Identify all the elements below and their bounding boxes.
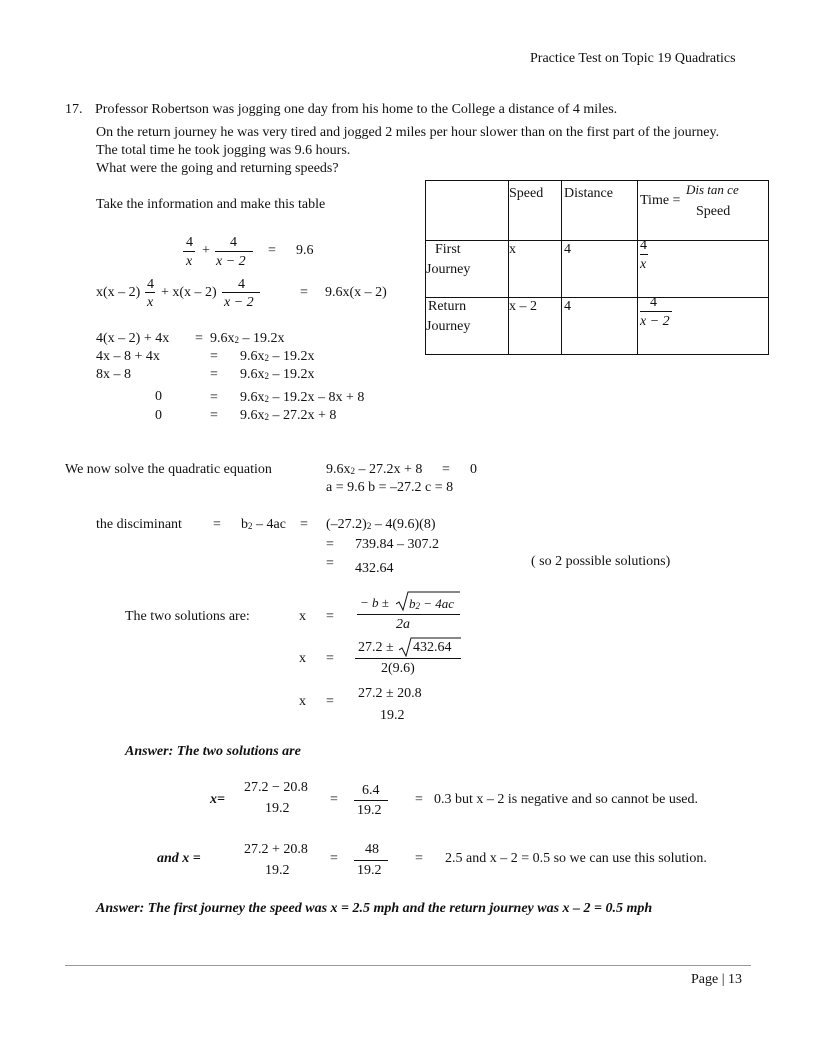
- table-header-distance: Distance: [562, 181, 638, 241]
- step-3-lhs: 8x – 8: [96, 367, 131, 382]
- answer-x1-eq-2: =: [415, 792, 423, 807]
- quadratic-equation: $9.6x_2 - 27.2x + 8$: [326, 462, 423, 477]
- answer-heading: Answer: The two solutions are: [125, 744, 301, 759]
- step-5-eq: =: [210, 408, 218, 423]
- answer-x1-result: 0.3 but x – 2 is negative and so cannot be used.: [434, 792, 699, 807]
- time-formula-denominator: Speed: [696, 204, 731, 219]
- discriminant-note: ( so 2 possible solutions): [531, 554, 671, 569]
- table-header-time: Time = Dis tan ce Speed: [638, 181, 769, 241]
- time-formula-numerator: Dis tan ce: [686, 182, 739, 197]
- solution-3-eq: =: [326, 694, 334, 709]
- discriminant-eq: =: [213, 517, 221, 532]
- step-1-eq: =: [195, 331, 203, 346]
- step-4-rhs: $9.6x_2 - 19.2x - 8x + 8$: [240, 390, 365, 405]
- step-2-lhs: 4x – 8 + 4x: [96, 349, 160, 364]
- step-5-lhs: 0: [155, 408, 162, 423]
- quadratic-rhs: 0: [470, 462, 477, 477]
- discriminant-line-1: $(-27.2)_2 - 4(9.6)(8)$: [326, 517, 436, 532]
- table-corner-cell: [426, 181, 509, 241]
- table-row-first-speed: x: [509, 241, 562, 298]
- answer-x2-eq-2: =: [415, 851, 423, 866]
- table-row-return-speed: x – 2: [509, 298, 562, 355]
- solutions-label: The two solutions are:: [125, 609, 250, 624]
- table-row-first-distance: 4: [562, 241, 638, 298]
- problem-number: 17.: [65, 102, 83, 117]
- solution-1-x: x: [299, 609, 306, 624]
- problem-line-2: On the return journey he was very tired and jogged 2 miles per hour slower than on the first part of the journey.: [96, 125, 720, 140]
- solution-2-x: x: [299, 651, 306, 666]
- discriminant-eq-4: =: [326, 556, 334, 571]
- solve-label: We now solve the quadratic equation: [65, 462, 272, 477]
- discriminant-eq-2: =: [300, 517, 308, 532]
- footer-rule: [65, 965, 751, 966]
- page-header-title: Practice Test on Topic 19 Quadratics: [530, 51, 736, 66]
- table-row-first-time: 4 x: [638, 241, 769, 298]
- step-4-lhs: 0: [155, 389, 162, 404]
- solution-3-x: x: [299, 694, 306, 709]
- problem-line-3: The total time he took jogging was 9.6 hours.: [96, 143, 351, 158]
- table-row-first-label: First Journey: [426, 241, 509, 298]
- coefficients: a = 9.6 b = –27.2 c = 8: [326, 480, 454, 495]
- step-1-lhs: 4(x – 2) + 4x: [96, 331, 170, 346]
- step-4-eq: =: [210, 390, 218, 405]
- answer-x1-eq: =: [330, 792, 338, 807]
- step-5-rhs: $9.6x_2 - 27.2x + 8$: [240, 408, 337, 423]
- table-row-return-distance: 4: [562, 298, 638, 355]
- problem-line-1: Professor Robertson was jogging one day from his home to the College a distance of 4 miles.: [95, 102, 618, 117]
- problem-line-4: What were the going and returning speeds?: [96, 161, 339, 176]
- answer-x2-result: 2.5 and x – 2 = 0.5 so we can use this solution.: [445, 851, 707, 866]
- solution-1-eq: =: [326, 609, 334, 624]
- table-header-speed: Speed: [509, 181, 562, 241]
- answer-x1-label: x=: [210, 792, 225, 807]
- answer-x2-label: and x =: [157, 851, 201, 866]
- step-2-eq: =: [210, 349, 218, 364]
- discriminant-formula: $b_2 - 4ac$: [241, 517, 286, 532]
- intro-text: Take the information and make this table: [96, 197, 326, 212]
- answer-x2-eq: =: [330, 851, 338, 866]
- solution-2-eq: =: [326, 651, 334, 666]
- table-row-return-label: Return Journey: [426, 298, 509, 355]
- quadratic-eq-sign: =: [442, 462, 450, 477]
- step-1-rhs: $9.6x_2 - 19.2x$: [210, 331, 285, 346]
- table-row-return-time: 4 x − 2: [638, 298, 769, 355]
- step-3-eq: =: [210, 367, 218, 382]
- step-2-rhs: $9.6x_2 - 19.2x$: [240, 349, 315, 364]
- final-answer: Answer: The first journey the speed was x = 2.5 mph and the return journey was x – 2 = 0.5 mph: [96, 901, 653, 916]
- step-3-rhs: $9.6x_2 - 19.2x$: [240, 367, 315, 382]
- page-number: Page | 13: [691, 972, 743, 987]
- speed-distance-time-table: [425, 180, 769, 355]
- discriminant-label: the disciminant: [96, 517, 182, 532]
- discriminant-eq-3: =: [326, 537, 334, 552]
- discriminant-line-2: 739.84 – 307.2: [355, 537, 439, 552]
- discriminant-line-3: 432.64: [355, 561, 394, 576]
